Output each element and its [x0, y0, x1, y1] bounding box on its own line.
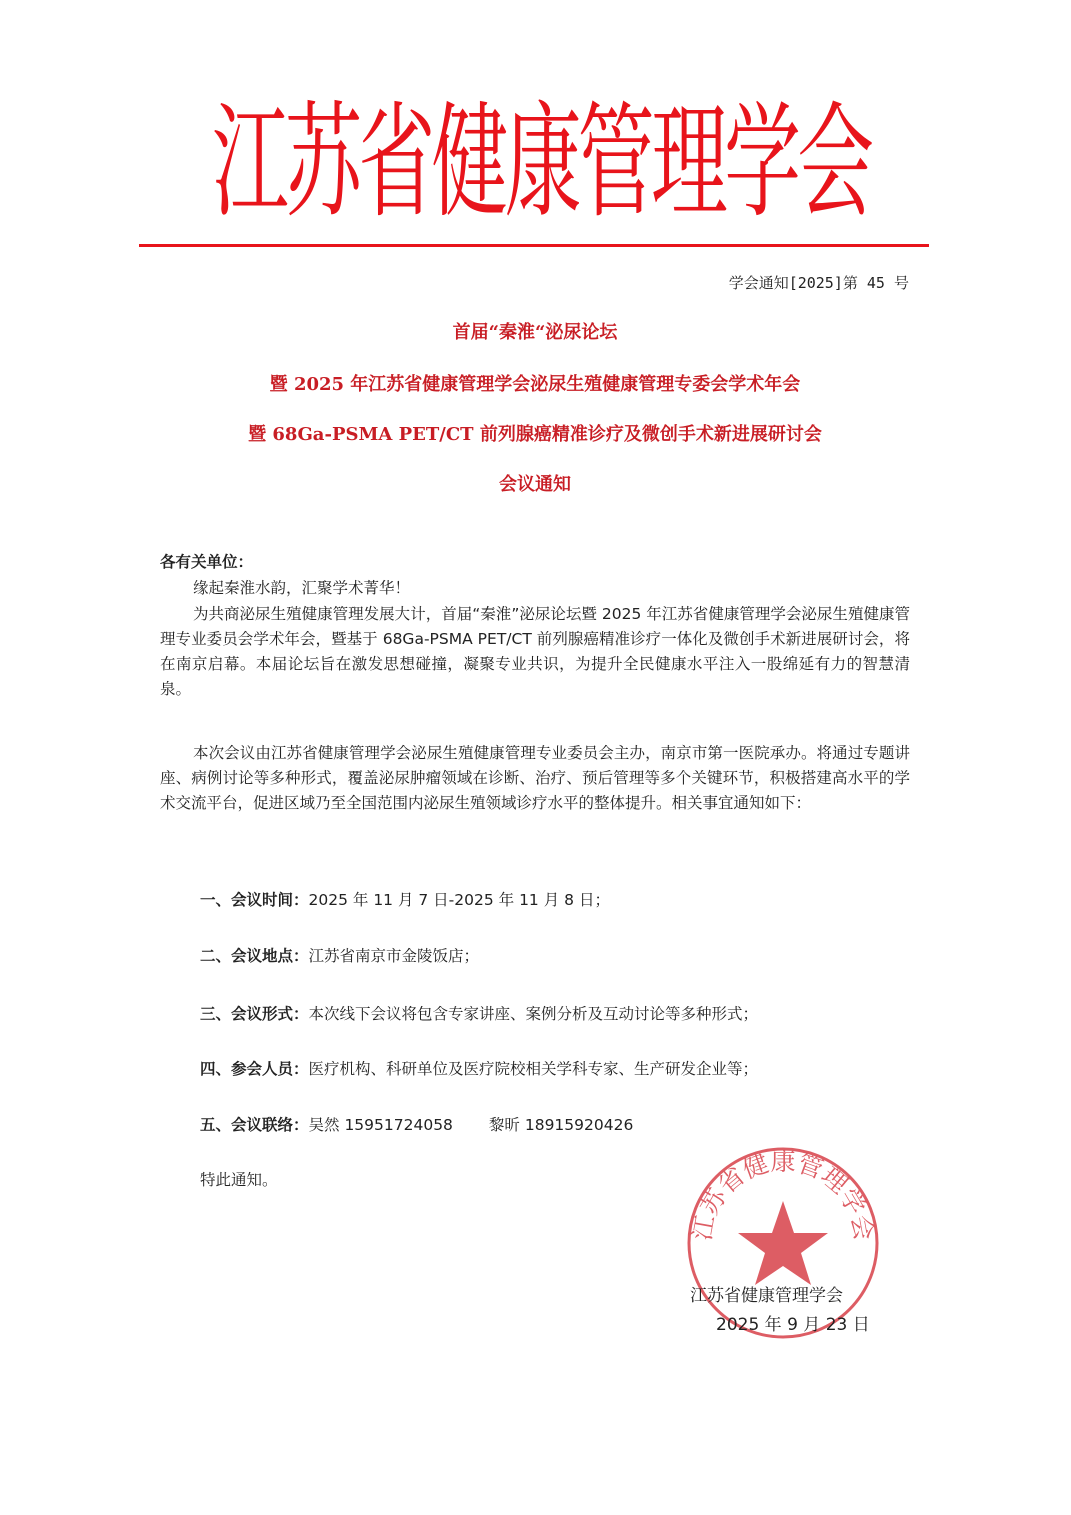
item-value: 江苏省南京市金陵饭店； — [308, 947, 480, 965]
item-label: 四、参会人员： — [200, 1060, 309, 1078]
title-line-3: 暨 68Ga-PSMA PET/CT 前列腺癌精准诊疗及微创手术新进展研讨会 — [248, 424, 822, 445]
signature-organization: 江苏省健康管理学会 — [690, 1286, 843, 1306]
item-time — [200, 888, 610, 910]
header-divider — [139, 244, 929, 247]
closing-remark: 特此通知。 — [200, 1171, 278, 1189]
title-line-4: 会议通知 — [499, 474, 571, 495]
item-location — [200, 944, 479, 966]
item-label: 一、会议时间： — [200, 891, 309, 909]
seal-text-path: 江苏省健康管理学会 — [687, 1147, 879, 1243]
item-format — [200, 1002, 758, 1024]
item-label: 二、会议地点： — [200, 947, 309, 965]
star-icon — [738, 1201, 828, 1285]
item-label: 三、会议形式： — [200, 1005, 309, 1023]
item-attendees — [200, 1057, 758, 1079]
title-line-1: 首届“秦淮“泌尿论坛 — [452, 322, 618, 343]
paragraph-organizers: 本次会议由江苏省健康管理学会泌尿生殖健康管理专业委员会主办，南京市第一医院承办。将通过专题讲座、病例讨论等多种形式，覆盖泌尿肿瘤领域在诊断、治疗、预后管理等多个关键环节，积极搭建高水平的学术交流平台，促进区域乃至全国范围内泌尿生殖领域诊疗水平的整体提升。相关事宜通知如下： — [160, 744, 910, 812]
item-value: 2025 年 11 月 7 日-2025 年 11 月 8 日； — [308, 891, 610, 909]
item-value: 医疗机构、科研单位及医疗院校相关学科专家、生产研发企业等； — [308, 1060, 759, 1078]
item-contact — [200, 1113, 633, 1135]
paragraph-purpose: 为共商泌尿生殖健康管理发展大计，首届“秦淮”泌尿论坛暨 2025 年江苏省健康管理学会泌尿生殖健康管理专业委员会学术年会，暨基于 68Ga-PSMA PET/CT 前列腺癌精准诊疗一体化及微创手术新进展研讨会，将在南京启幕。本届论坛旨在激发思想碰撞，凝聚专业共识，为提升全民健康水平注入一股绵延有力的智慧清泉。 — [160, 605, 910, 698]
title-line-2: 暨 2025 年江苏省健康管理学会泌尿生殖健康管理专委会学术年会 — [269, 374, 801, 395]
paragraph-intro: 缘起秦淮水韵，汇聚学术菁华！ — [193, 579, 411, 597]
org-masthead: 江苏省健康管理学会 — [212, 91, 871, 235]
salutation: 各有关单位： — [160, 553, 254, 571]
document-number: 学会通知[2025]第 45 号 — [728, 274, 909, 292]
item-value: 本次线下会议将包含专家讲座、案例分析及互动讨论等多种形式； — [308, 1005, 759, 1023]
contact-1: 吴然 15951724058 — [308, 1116, 453, 1134]
signature-date: 2025 年 9 月 23 日 — [716, 1315, 870, 1335]
item-label: 五、会议联络： — [200, 1116, 309, 1134]
contact-2: 黎昕 18915920426 — [488, 1116, 634, 1134]
